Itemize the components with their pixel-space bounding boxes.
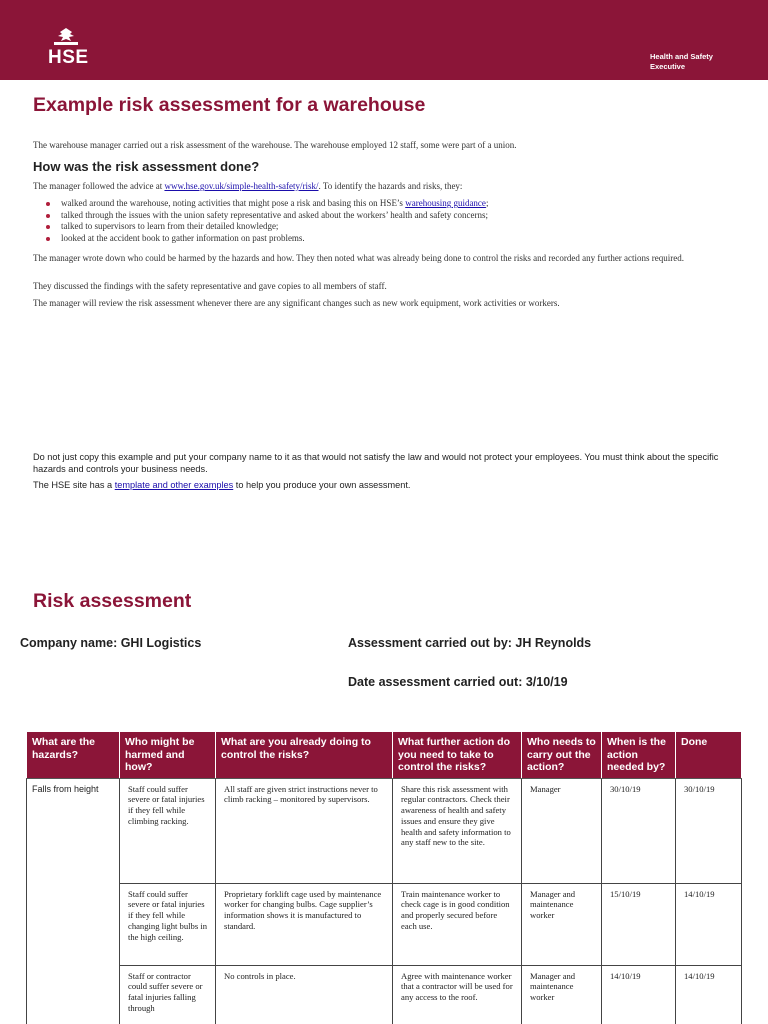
list-item bbox=[46, 198, 746, 209]
controls-cell: Proprietary forklift cage used by maintenance worker for changing bulbs. Cage supplier’s information shows it is manufactured to standard. bbox=[216, 883, 393, 965]
who-cell: Staff could suffer severe or fatal injuries if they fell while climbing racking. bbox=[120, 778, 216, 883]
advice-text-after: . To identify the hazards and risks, they: bbox=[318, 181, 463, 191]
agency-line-2: Executive bbox=[650, 62, 686, 71]
step-text: looked at the accident book to gather information on past problems. bbox=[61, 232, 305, 243]
who-cell: Staff could suffer severe or fatal injuries if they fell while changing light bulbs in the high ceiling. bbox=[120, 883, 216, 965]
by-whom-cell: Manager and maintenance worker bbox=[522, 965, 602, 1024]
template-text-after: to help you produce your own assessment. bbox=[233, 480, 411, 490]
how-heading: How was the risk assessment done? bbox=[33, 159, 260, 174]
further-action-cell: Agree with maintenance worker that a contractor will be used for any access to the roof. bbox=[393, 965, 522, 1024]
advice-text-before: The manager followed the advice at bbox=[33, 181, 165, 191]
further-action-cell: Share this risk assessment with regular contractors. Check their awareness of health and safety issues and ensure they give health and safety information to any staff new to the site. bbox=[393, 778, 522, 883]
who-cell: Staff or contractor could suffer severe or fatal injuries falling through bbox=[120, 965, 216, 1024]
review-paragraph: The manager will review the risk assessment whenever there are any significant changes such as new work equipment, work activities or workers. bbox=[33, 298, 560, 308]
when-cell: 15/10/19 bbox=[602, 883, 676, 965]
hse-logo[interactable] bbox=[48, 28, 90, 68]
discussed-paragraph: They discussed the findings with the safety representative and gave copies to all members of staff. bbox=[33, 281, 387, 291]
col-header-by-whom: Who needs to carry out the action? bbox=[522, 732, 602, 779]
steps-list bbox=[46, 198, 746, 244]
by-whom-cell: Manager and maintenance worker bbox=[522, 883, 602, 965]
assessment-date: Date assessment carried out: 3/10/19 bbox=[348, 675, 568, 689]
col-header-when: When is the action needed by? bbox=[602, 732, 676, 779]
hse-logo-text: HSE bbox=[48, 47, 89, 68]
table-row bbox=[27, 965, 742, 1024]
step-text: walked around the warehouse, noting activities that might pose a risk and basing this on HSE’s bbox=[61, 198, 406, 208]
agency-name bbox=[650, 52, 760, 72]
table-row bbox=[27, 883, 742, 965]
list-item bbox=[46, 210, 746, 221]
done-cell: 30/10/19 bbox=[676, 778, 742, 883]
further-action-cell: Train maintenance worker to check cage is in good condition and properly secured before each use. bbox=[393, 883, 522, 965]
when-cell: 30/10/19 bbox=[602, 778, 676, 883]
step-text: talked to supervisors to learn from their detailed knowledge; bbox=[61, 221, 279, 232]
hse-risk-link[interactable]: www.hse.gov.uk/simple-health-safety/risk/ bbox=[164, 181, 319, 191]
step-text-end: ; bbox=[485, 198, 489, 208]
hse-header-bar bbox=[0, 0, 768, 80]
template-text-before: The HSE site has a bbox=[33, 480, 115, 490]
intro-summary: The warehouse manager carried out a risk assessment of the warehouse. The warehouse employed 12 staff, some were part of a union. bbox=[33, 140, 517, 150]
list-item bbox=[46, 221, 746, 232]
col-header-who: Who might be harmed and how? bbox=[120, 732, 216, 779]
company-name: Company name: GHI Logistics bbox=[20, 636, 202, 650]
template-examples-link[interactable]: template and other examples bbox=[114, 480, 234, 490]
wrote-paragraph: The manager wrote down who could be harmed by the hazards and how. They then noted what was already being done to control the risks and recorded any further actions required. bbox=[33, 253, 685, 263]
page-title: Example risk assessment for a warehouse bbox=[33, 94, 426, 116]
template-paragraph bbox=[33, 479, 745, 491]
assessor-name: Assessment carried out by: JH Reynolds bbox=[348, 636, 592, 650]
done-cell: 14/10/19 bbox=[676, 883, 742, 965]
risk-assessment-table bbox=[26, 731, 742, 1024]
done-cell: 14/10/19 bbox=[676, 965, 742, 1024]
col-header-further-action: What further action do you need to take to control the risks? bbox=[393, 732, 522, 779]
hse-crest-icon bbox=[52, 28, 80, 46]
advice-paragraph bbox=[33, 181, 743, 192]
col-header-controls: What are you already doing to control the risks? bbox=[216, 732, 393, 779]
col-header-hazards: What are the hazards? bbox=[27, 732, 120, 779]
by-whom-cell: Manager bbox=[522, 778, 602, 883]
warehousing-guidance-link[interactable]: warehousing guidance bbox=[405, 198, 486, 208]
hazard-cell: Falls from height bbox=[27, 778, 120, 1024]
when-cell: 14/10/19 bbox=[602, 965, 676, 1024]
step-text: talked through the issues with the union safety representative and asked about the workers’ health and safety concerns; bbox=[61, 209, 488, 220]
table-header-row bbox=[27, 732, 742, 779]
agency-line-1: Health and Safety bbox=[650, 52, 713, 61]
col-header-done: Done bbox=[676, 732, 742, 779]
warning-paragraph: Do not just copy this example and put your company name to it as that would not satisfy the law and would not protect your employees. You must think about the specific hazards and controls your business needs. bbox=[33, 452, 719, 474]
risk-assessment-title: Risk assessment bbox=[33, 590, 192, 612]
controls-cell: All staff are given strict instructions never to climb racking – monitored by supervisors. bbox=[216, 778, 393, 883]
controls-cell: No controls in place. bbox=[216, 965, 393, 1024]
table-row bbox=[27, 778, 742, 883]
list-item bbox=[46, 233, 746, 244]
